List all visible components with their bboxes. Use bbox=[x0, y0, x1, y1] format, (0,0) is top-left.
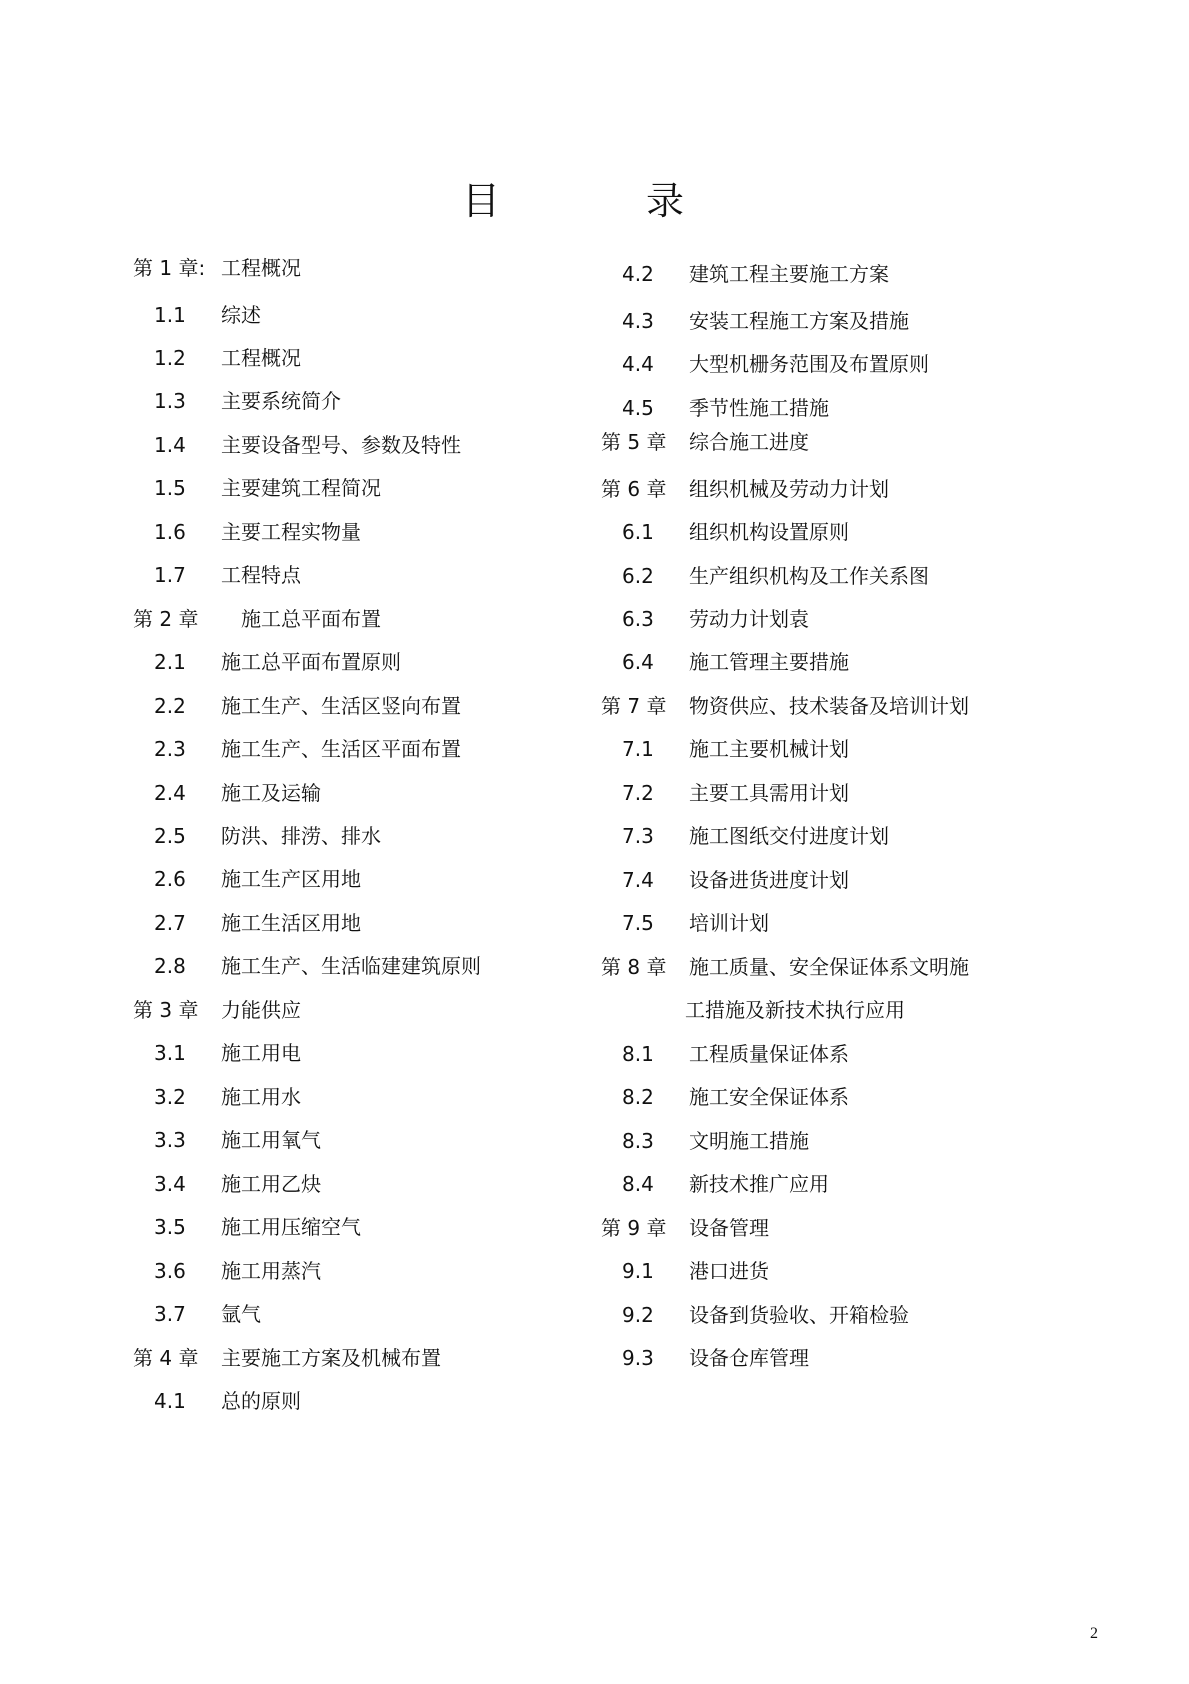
page-number: 2 bbox=[1090, 1625, 1098, 1642]
toc-entry-text: 设备管理 bbox=[689, 1216, 769, 1240]
toc-entry-text: 施工生产、生活临建建筑原则 bbox=[221, 954, 481, 978]
toc-entry-number: 8.3 bbox=[622, 1129, 654, 1153]
toc-entry-text: 新技术推广应用 bbox=[689, 1172, 829, 1196]
toc-entry-number: 8.1 bbox=[622, 1042, 654, 1066]
toc-entry-number: 7.5 bbox=[622, 911, 654, 935]
toc-entry-number: 2.1 bbox=[154, 650, 186, 674]
toc-entry-number: 2.2 bbox=[154, 694, 186, 718]
toc-entry-text: 工程特点 bbox=[221, 563, 301, 587]
toc-entry-number: 6.1 bbox=[622, 520, 654, 544]
toc-entry-number: 7.3 bbox=[622, 824, 654, 848]
toc-entry-text: 施工用乙炔 bbox=[221, 1172, 321, 1196]
toc-title-left: 目 bbox=[462, 179, 501, 223]
toc-entry-text: 施工用氧气 bbox=[221, 1128, 321, 1152]
toc-entry-number: 2.8 bbox=[154, 954, 186, 978]
toc-entry-text: 施工用压缩空气 bbox=[221, 1215, 361, 1239]
toc-entry-text: 培训计划 bbox=[689, 911, 769, 935]
toc-entry-number: 7.1 bbox=[622, 737, 654, 761]
toc-entry-text: 组织机械及劳动力计划 bbox=[689, 477, 889, 501]
toc-entry-text: 施工图纸交付进度计划 bbox=[689, 824, 889, 848]
toc-entry-text: 主要设备型号、参数及特性 bbox=[221, 433, 461, 457]
toc-entry-text: 防洪、排涝、排水 bbox=[221, 824, 381, 848]
toc-entry-text: 综合施工进度 bbox=[689, 430, 809, 454]
toc-entry-number: 第 9 章 bbox=[601, 1216, 667, 1240]
toc-title bbox=[0, 176, 1189, 226]
toc-entry-text: 施工质量、安全保证体系文明施 bbox=[689, 955, 969, 979]
toc-entry-text: 安装工程施工方案及措施 bbox=[689, 309, 909, 333]
toc-entry-number: 3.5 bbox=[154, 1215, 186, 1239]
toc-entry-number: 4.5 bbox=[622, 396, 654, 420]
toc-entry-text: 施工用蒸汽 bbox=[221, 1259, 321, 1283]
toc-entry-number: 第 4 章 bbox=[133, 1346, 199, 1370]
toc-entry-number: 第 2 章 bbox=[133, 607, 199, 631]
toc-entry-number: 8.4 bbox=[622, 1172, 654, 1196]
toc-entry-number: 第 3 章 bbox=[133, 998, 199, 1022]
toc-entry-number: 9.1 bbox=[622, 1259, 654, 1283]
toc-entry-number: 6.3 bbox=[622, 607, 654, 631]
toc-entry-number: 3.1 bbox=[154, 1041, 186, 1065]
toc-entry-text: 施工生产、生活区竖向布置 bbox=[221, 694, 461, 718]
toc-entry-text: 施工主要机械计划 bbox=[689, 737, 849, 761]
toc-entry-text: 主要系统简介 bbox=[221, 389, 341, 413]
toc-entry-number: 6.4 bbox=[622, 650, 654, 674]
toc-entry-text: 设备到货验收、开箱检验 bbox=[689, 1303, 909, 1327]
toc-entry-text: 工措施及新技术执行应用 bbox=[685, 998, 905, 1022]
toc-entry-number: 第 5 章 bbox=[601, 430, 667, 454]
toc-entry-number: 1.3 bbox=[154, 389, 186, 413]
toc-entry-number: 4.4 bbox=[622, 352, 654, 376]
toc-entry-number: 4.3 bbox=[622, 309, 654, 333]
toc-entry-number: 1.1 bbox=[154, 303, 186, 327]
toc-entry-text: 主要施工方案及机械布置 bbox=[221, 1346, 441, 1370]
toc-entry-text: 施工生活区用地 bbox=[221, 911, 361, 935]
toc-entry-number: 第 1 章: bbox=[133, 256, 206, 280]
toc-entry-text: 主要工程实物量 bbox=[221, 520, 361, 544]
toc-entry-text: 施工生产区用地 bbox=[221, 867, 361, 891]
toc-entry-number: 2.5 bbox=[154, 824, 186, 848]
toc-entry-number: 3.2 bbox=[154, 1085, 186, 1109]
toc-entry-text: 工程概况 bbox=[221, 256, 301, 280]
toc-entry-number: 7.2 bbox=[622, 781, 654, 805]
toc-entry-text: 施工及运输 bbox=[221, 781, 321, 805]
toc-entry-number: 1.5 bbox=[154, 476, 186, 500]
toc-entry-text: 氩气 bbox=[221, 1302, 261, 1326]
toc-entry-text: 设备仓库管理 bbox=[689, 1346, 809, 1370]
toc-entry-text: 港口进货 bbox=[689, 1259, 769, 1283]
toc-entry-number: 1.4 bbox=[154, 433, 186, 457]
toc-entry-number: 3.3 bbox=[154, 1128, 186, 1152]
toc-entry-text: 文明施工措施 bbox=[689, 1129, 809, 1153]
toc-entry-number: 7.4 bbox=[622, 868, 654, 892]
toc-entry-text: 主要建筑工程简况 bbox=[221, 476, 381, 500]
toc-entry-text: 施工用电 bbox=[221, 1041, 301, 1065]
toc-entry-text: 施工管理主要措施 bbox=[689, 650, 849, 674]
toc-entry-number: 第 8 章 bbox=[601, 955, 667, 979]
toc-entry-number: 2.3 bbox=[154, 737, 186, 761]
toc-entry-text: 主要工具需用计划 bbox=[689, 781, 849, 805]
toc-entry-text: 工程概况 bbox=[221, 346, 301, 370]
toc-entry-number: 1.6 bbox=[154, 520, 186, 544]
toc-entry-number: 9.2 bbox=[622, 1303, 654, 1327]
toc-entry-number: 2.7 bbox=[154, 911, 186, 935]
toc-entry-number: 1.2 bbox=[154, 346, 186, 370]
toc-entry-text: 物资供应、技术装备及培训计划 bbox=[689, 694, 969, 718]
toc-entry-text: 建筑工程主要施工方案 bbox=[689, 262, 889, 286]
toc-entry-number: 2.6 bbox=[154, 867, 186, 891]
toc-entry-number: 1.7 bbox=[154, 563, 186, 587]
toc-entry-number: 4.1 bbox=[154, 1389, 186, 1413]
toc-entry-text: 施工安全保证体系 bbox=[689, 1085, 849, 1109]
toc-entry-text: 施工总平面布置 bbox=[241, 607, 381, 631]
toc-entry-number: 3.4 bbox=[154, 1172, 186, 1196]
toc-entry-number: 9.3 bbox=[622, 1346, 654, 1370]
toc-entry-text: 施工总平面布置原则 bbox=[221, 650, 401, 674]
toc-entry-number: 4.2 bbox=[622, 262, 654, 286]
toc-entry-text: 工程质量保证体系 bbox=[689, 1042, 849, 1066]
toc-entry-text: 施工生产、生活区平面布置 bbox=[221, 737, 461, 761]
toc-entry-number: 2.4 bbox=[154, 781, 186, 805]
toc-entry-text: 总的原则 bbox=[221, 1389, 301, 1413]
toc-entry-text: 劳动力计划袁 bbox=[689, 607, 809, 631]
toc-entry-text: 大型机栅务范围及布置原则 bbox=[689, 352, 929, 376]
toc-entry-text: 施工用水 bbox=[221, 1085, 301, 1109]
toc-entry-number: 3.7 bbox=[154, 1302, 186, 1326]
toc-entry-number: 8.2 bbox=[622, 1085, 654, 1109]
toc-title-right: 录 bbox=[646, 179, 685, 223]
toc-entry-text: 生产组织机构及工作关系图 bbox=[689, 564, 929, 588]
toc-entry-number: 3.6 bbox=[154, 1259, 186, 1283]
toc-entry-text: 组织机构设置原则 bbox=[689, 520, 849, 544]
toc-entry-number: 第 7 章 bbox=[601, 694, 667, 718]
toc-entry-number: 第 6 章 bbox=[601, 477, 667, 501]
toc-entry-text: 季节性施工措施 bbox=[689, 396, 829, 420]
toc-entry-number: 6.2 bbox=[622, 564, 654, 588]
toc-entry-text: 设备进货进度计划 bbox=[689, 868, 849, 892]
toc-entry-text: 综述 bbox=[221, 303, 261, 327]
toc-entry-text: 力能供应 bbox=[221, 998, 301, 1022]
